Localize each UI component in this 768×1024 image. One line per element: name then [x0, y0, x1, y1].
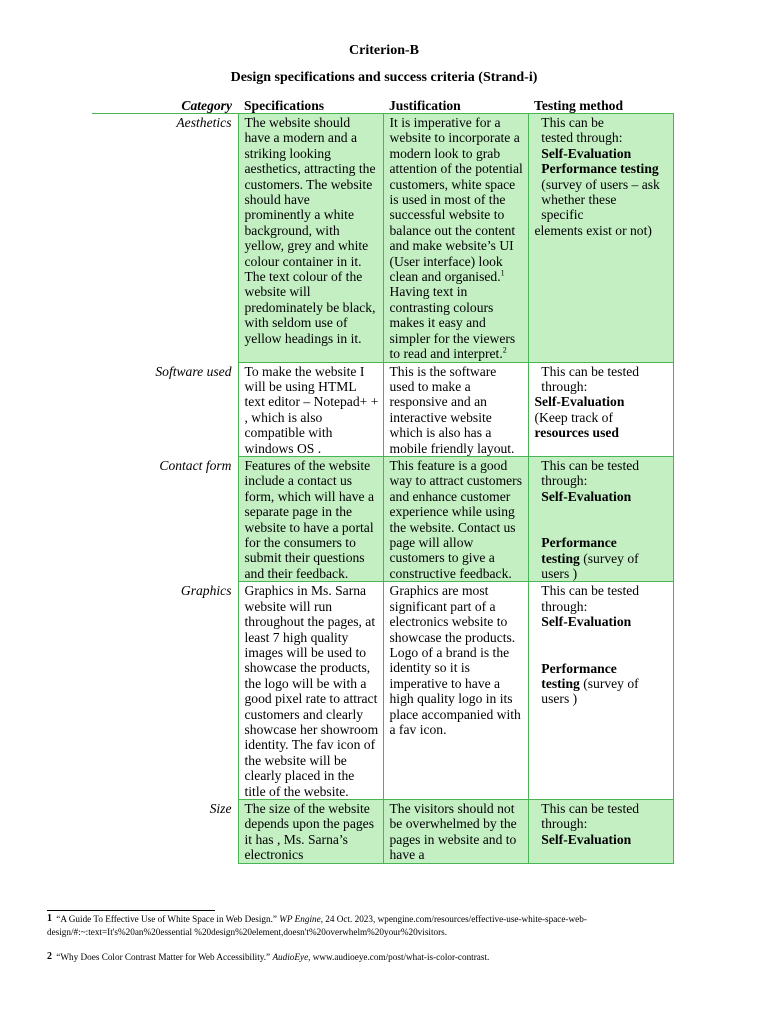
testing-line: whether these: [534, 192, 617, 208]
testing-line: This can be tested: [534, 801, 640, 817]
table-header-row: [92, 97, 673, 114]
footnote-separator: [47, 910, 215, 911]
specification-table: [92, 97, 674, 864]
justification-cell: The visitors should not be overwhelmed by the pages in website and to have a: [383, 800, 528, 864]
testing-method-cell: [528, 456, 673, 581]
testing-line-bold: testing: [534, 676, 580, 691]
header-justification: Justification: [383, 97, 528, 114]
footnote-1: [47, 913, 727, 938]
testing-line: users ): [534, 565, 578, 581]
justification-text: It is imperative for a website to incorporate a modern look to grab attention of the potential customers, white space is used in most of the successful website to balance out the content and make website’s UI (User interface) look clean and organised.: [389, 115, 523, 285]
justification-cell: [383, 114, 528, 363]
specification-cell: To make the website I will be using HTML text editor – Notepad+ + , which is also compatible with windows OS .: [238, 362, 383, 456]
testing-line: through:: [534, 378, 588, 394]
category-cell: Size: [92, 800, 238, 864]
testing-line: (Keep track of: [534, 409, 613, 425]
testing-line: specific: [534, 207, 584, 223]
specification-cell: The size of the website depends upon the pages it has , Ms. Sarna’s electronics: [238, 800, 383, 864]
specification-cell: Graphics in Ms. Sarna website will run throughout the pages, at least 7 high quality images will be used to showcase the products, the logo will be with a good pixel rate to attract customers and clearly showcase her showroom identity. The fav icon of the website will be clearly placed in the title of the website.: [238, 582, 383, 800]
footnote-mark: 2: [47, 951, 52, 962]
testing-line: This can be tested: [534, 583, 640, 599]
footnote-2: [47, 951, 727, 964]
testing-line-bold: resources used: [534, 425, 619, 441]
table-row: [92, 582, 673, 800]
testing-line-bold: Self-Evaluation: [534, 831, 632, 847]
testing-method-cell: [528, 362, 673, 456]
footnote-source: AudioEye: [272, 952, 309, 962]
table-row: [92, 800, 673, 864]
footnote-mark: 1: [47, 913, 52, 924]
testing-line: (survey of: [579, 676, 639, 691]
testing-line-bold: Self-Evaluation: [534, 614, 632, 630]
justification-cell: This feature is a good way to attract customers and enhance customer experience while using the website. Contact us page will allow customers to give a constructive feedback.: [383, 456, 528, 581]
specification-cell: The website should have a modern and a striking looking aesthetics, attracting the customers. The website should have prominently a white background, with yellow, grey and white colour container in it. The text colour of the website will predominately be black, with seldom use of yellow headings in it.: [238, 114, 383, 363]
footnote-rest[interactable]: , 24 Oct. 2023, wpengine.com/resources/effective-use-white-space-web-design/#:~:text=It's%20an%20essential %20design%20element,doesn't%20overwhelm%20your%20visitors.: [47, 914, 587, 937]
justification-cell: This is the software used to make a responsive and an interactive website which is also has a mobile friendly layout.: [383, 362, 528, 456]
footnote-quote: “Why Does Color Contrast Matter for Web Accessibility.”: [56, 952, 271, 962]
testing-line: tested through:: [534, 130, 623, 146]
testing-line-bold: Performance: [534, 660, 617, 676]
testing-line: This can be tested: [534, 363, 640, 379]
footnote-ref[interactable]: 2: [502, 345, 507, 355]
testing-line-bold: Performance: [534, 535, 617, 551]
header-category: Category: [92, 97, 238, 114]
category-cell: Graphics: [92, 582, 238, 800]
testing-line: through:: [534, 598, 588, 614]
testing-line: users ): [534, 691, 578, 707]
testing-line: This can be tested: [534, 457, 640, 473]
testing-method-cell: [528, 800, 673, 864]
specification-cell: Features of the website include a contact us form, which will have a separate page in the website to have a portal for the consumers to submit their questions and their feedback.: [238, 456, 383, 581]
testing-line-bold: Self-Evaluation: [534, 488, 632, 504]
category-cell: Aesthetics: [92, 114, 238, 363]
testing-method-cell: [528, 114, 673, 363]
footnote-rest[interactable]: , www.audioeye.com/post/what-is-color-contrast.: [308, 952, 490, 962]
testing-line-bold: Performance testing: [534, 161, 659, 177]
header-specifications: Specifications: [238, 97, 383, 114]
blank-line: [535, 630, 669, 661]
document-subtitle: Design specifications and success criteria (Strand-i): [230, 70, 538, 85]
footnote-quote: “A Guide To Effective Use of White Space in Web Design.”: [56, 914, 277, 924]
testing-line-bold: Self-Evaluation: [534, 145, 632, 161]
testing-line: elements exist or not): [534, 222, 652, 238]
table-row: [92, 114, 673, 363]
testing-line: (survey of users – ask: [534, 176, 660, 192]
testing-line-bold: Self-Evaluation: [534, 394, 625, 410]
testing-line: This can be: [534, 115, 604, 130]
footnote-source: WP Engine: [279, 914, 321, 924]
table-row: [92, 362, 673, 456]
category-cell: Contact form: [92, 456, 238, 581]
justification-cell: Graphics are most significant part of a electronics website to showcase the products. Logo of a brand is the identity so it is imperative to have a high quality logo in its place accompanied with a fav icon.: [383, 582, 528, 800]
testing-method-cell: [528, 582, 673, 800]
justification-text: Having text in contrasting colours makes it easy and simpler for the viewers to read and interpret.: [389, 284, 519, 362]
document-title: Criterion-B: [349, 43, 419, 58]
category-cell: Software used: [92, 362, 238, 456]
header-testing-method: Testing method: [528, 97, 673, 114]
blank-line: [535, 504, 669, 535]
testing-line: through:: [534, 816, 588, 832]
testing-line: through:: [534, 473, 588, 489]
testing-line: (survey of: [579, 550, 639, 566]
footnote-ref[interactable]: 1: [500, 268, 505, 278]
testing-line-bold: testing: [534, 550, 580, 566]
table-row: [92, 456, 673, 581]
